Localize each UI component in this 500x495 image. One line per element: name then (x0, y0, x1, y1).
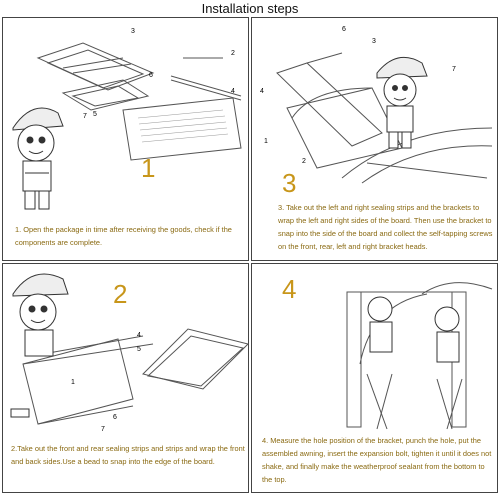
callout-label: 3 (131, 28, 135, 35)
step-4-number: 4 (282, 274, 297, 304)
step-3-number: 3 (282, 168, 297, 198)
callout-label: 6 (113, 414, 117, 421)
callout-label: 7 (83, 113, 87, 120)
callout-label: 6 (149, 72, 153, 79)
step-3-caption: 3. Take out the left and right sealing strips and the brackets to wrap the left and right sides of the board. Then use the bracket to snap into the side of the board and collect the self-tapping screws on the front, rear, left and right bracket heads. (278, 203, 493, 251)
callout-label: 2 (302, 158, 306, 165)
step-2-number: 2 (113, 279, 128, 309)
step-1-number: 1 (141, 153, 156, 183)
callout-label: 1 (71, 379, 75, 386)
callout-label: 3 (372, 38, 376, 45)
callout-label: 7 (101, 426, 105, 433)
page-title: Installation steps (201, 1, 299, 16)
step-1-panel (2, 17, 249, 261)
step-3-panel (251, 17, 498, 261)
callout-label: 4 (260, 88, 264, 95)
callout-label: 5 (137, 346, 141, 353)
callout-label: 2 (231, 50, 235, 57)
step-1-caption: 1. Open the package in time after receiving the goods, check if the components are complete. (15, 225, 232, 247)
callout-label: 5 (93, 111, 97, 118)
step-4-caption: 4. Measure the hole position of the bracket, punch the hole, put the assembled awning, insert the expansion bolt, tighten it until it does not shake, and finally make the weatherproof sealant from the bottom to the top. (262, 436, 492, 484)
callout-label: 6 (342, 26, 346, 33)
callout-label: 7 (452, 66, 456, 73)
step-4-panel (251, 263, 498, 493)
callout-label: 1 (264, 138, 268, 145)
step-2-panel (2, 263, 249, 493)
callout-label: 4 (231, 88, 235, 95)
step-2-caption: 2.Take out the front and rear sealing strips and strips and wrap the front and back sides.Use a bead to snap into the edge of the board. (11, 444, 245, 466)
callout-label: 4 (137, 332, 141, 339)
